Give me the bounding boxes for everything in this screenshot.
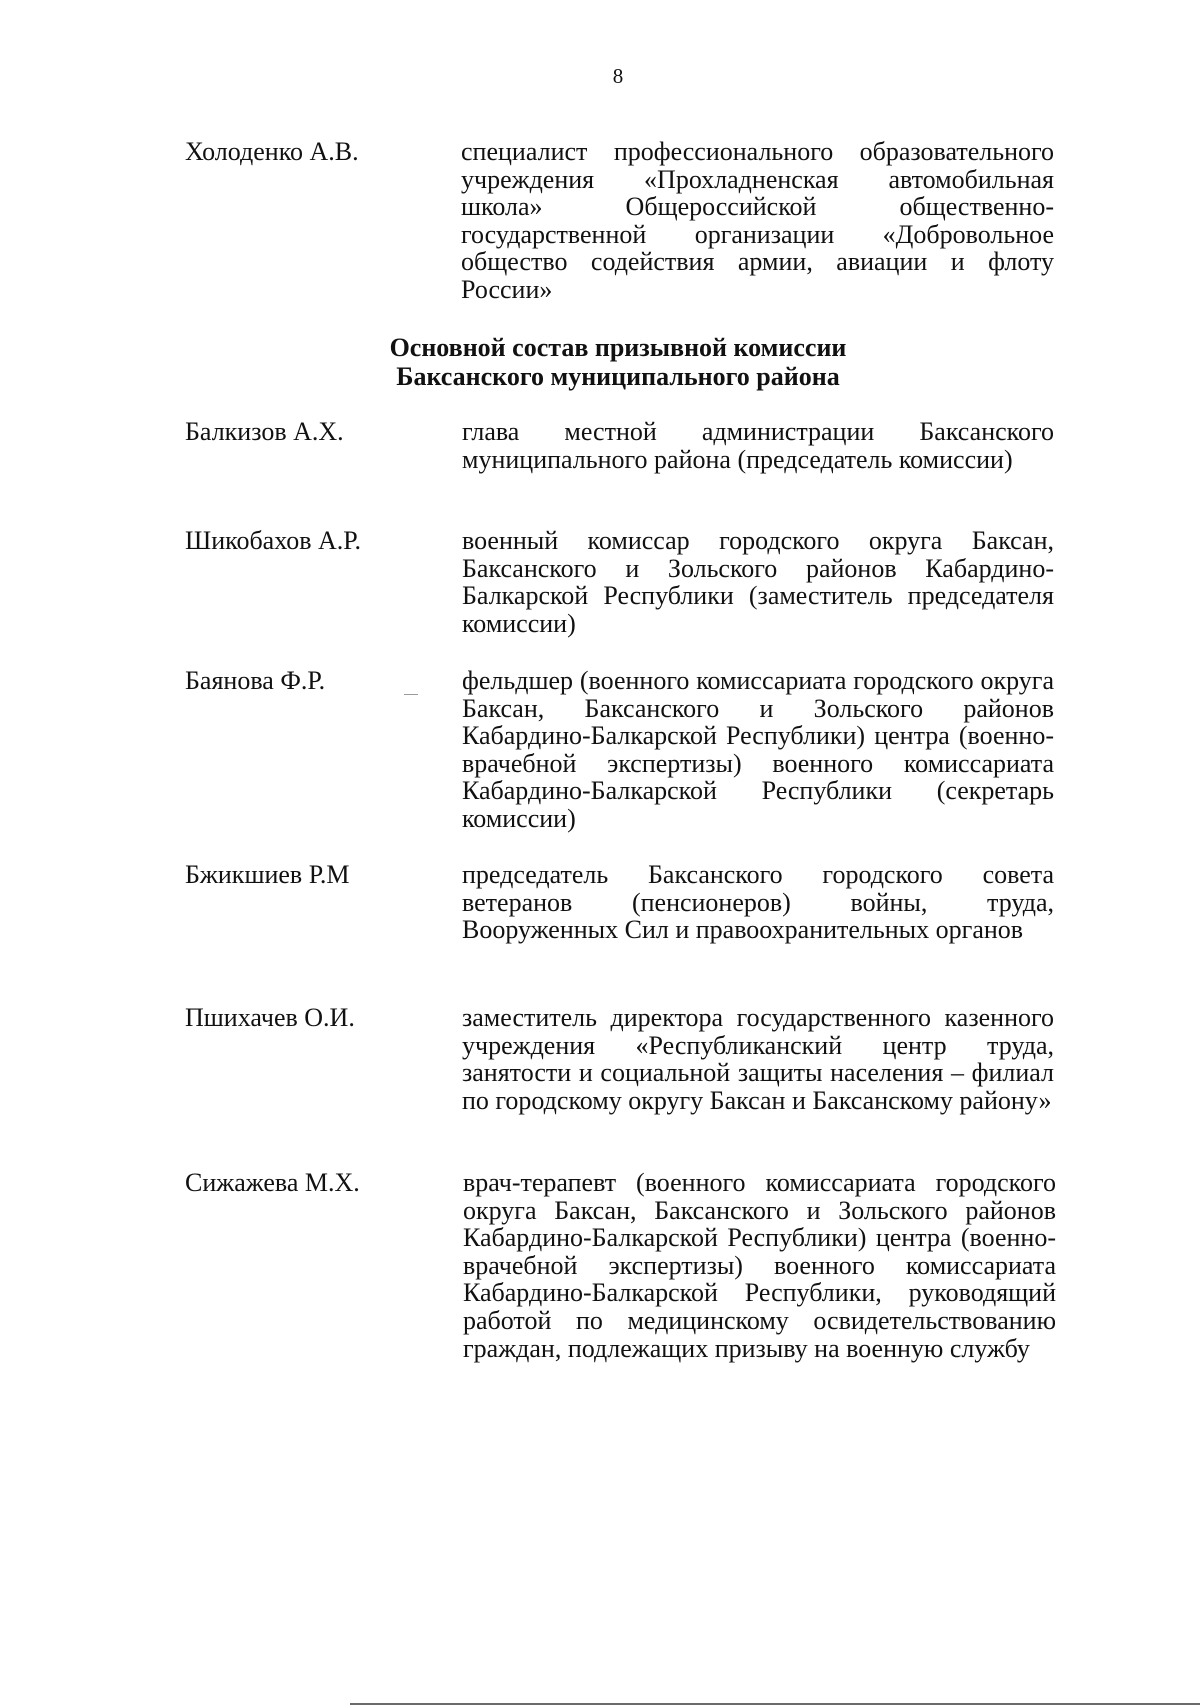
member-role: фельдшер (военного комиссариата городского округа Баксан, Баксанского и Зольского районов Кабардино-Балкарской Республики) центра (военно-врачебной экспертизы) военного комиссариата Кабардино-Балкарской Республики (секретарь комиссии) [462, 666, 1054, 833]
member-name: Холоденко А.В. [185, 137, 359, 166]
member-name: Шикобахов А.Р. [185, 526, 361, 555]
member-role: специалист профессионального образовательного учреждения «Прохладненская автомобильная школа» Общероссийской общественно-государственной организации «Добровольное общество содействия армии, авиации и флоту России» [461, 137, 1054, 304]
member-role: военный комиссар городского округа Баксан, Баксанского и Зольского районов Кабардино-Балкарской Республики (заместитель председателя комиссии) [462, 526, 1054, 638]
member-name: Бжикшиев Р.М [185, 860, 350, 889]
bottom-edge-rule [350, 1703, 1200, 1705]
member-name: Баянова Ф.Р. [185, 666, 326, 695]
member-name: Пшихачев О.И. [185, 1003, 355, 1032]
member-role: председатель Баксанского городского совета ветеранов (пенсионеров) войны, труда, Вооруженных Сил и правоохранительных органов [462, 860, 1054, 945]
member-name: Сижажева М.Х. [185, 1168, 360, 1197]
member-role: глава местной администрации Баксанского муниципального района (председатель комиссии) [462, 417, 1054, 474]
page-number: 8 [612, 64, 624, 88]
section-heading-line-2: Баксанского муниципального района [396, 362, 840, 391]
member-name: Балкизов А.Х. [185, 417, 344, 446]
member-role: врач-терапевт (военного комиссариата городского округа Баксан, Баксанского и Зольского районов Кабардино-Балкарской Республики) центра (военно-врачебной экспертизы) военного комиссариата Кабардино-Балкарской Республики, руководящий работой по медицинскому освидетельствованию граждан, подлежащих призыву на военную службу [463, 1168, 1056, 1363]
section-heading [0, 333, 1200, 391]
scan-speck [404, 694, 418, 695]
member-role: заместитель директора государственного казенного учреждения «Республиканский центр труда, занятости и социальной защиты населения – филиал по городскому округу Баксан и Баксанскому району» [462, 1003, 1054, 1115]
section-heading-line-1: Основной состав призывной комиссии [389, 333, 847, 362]
